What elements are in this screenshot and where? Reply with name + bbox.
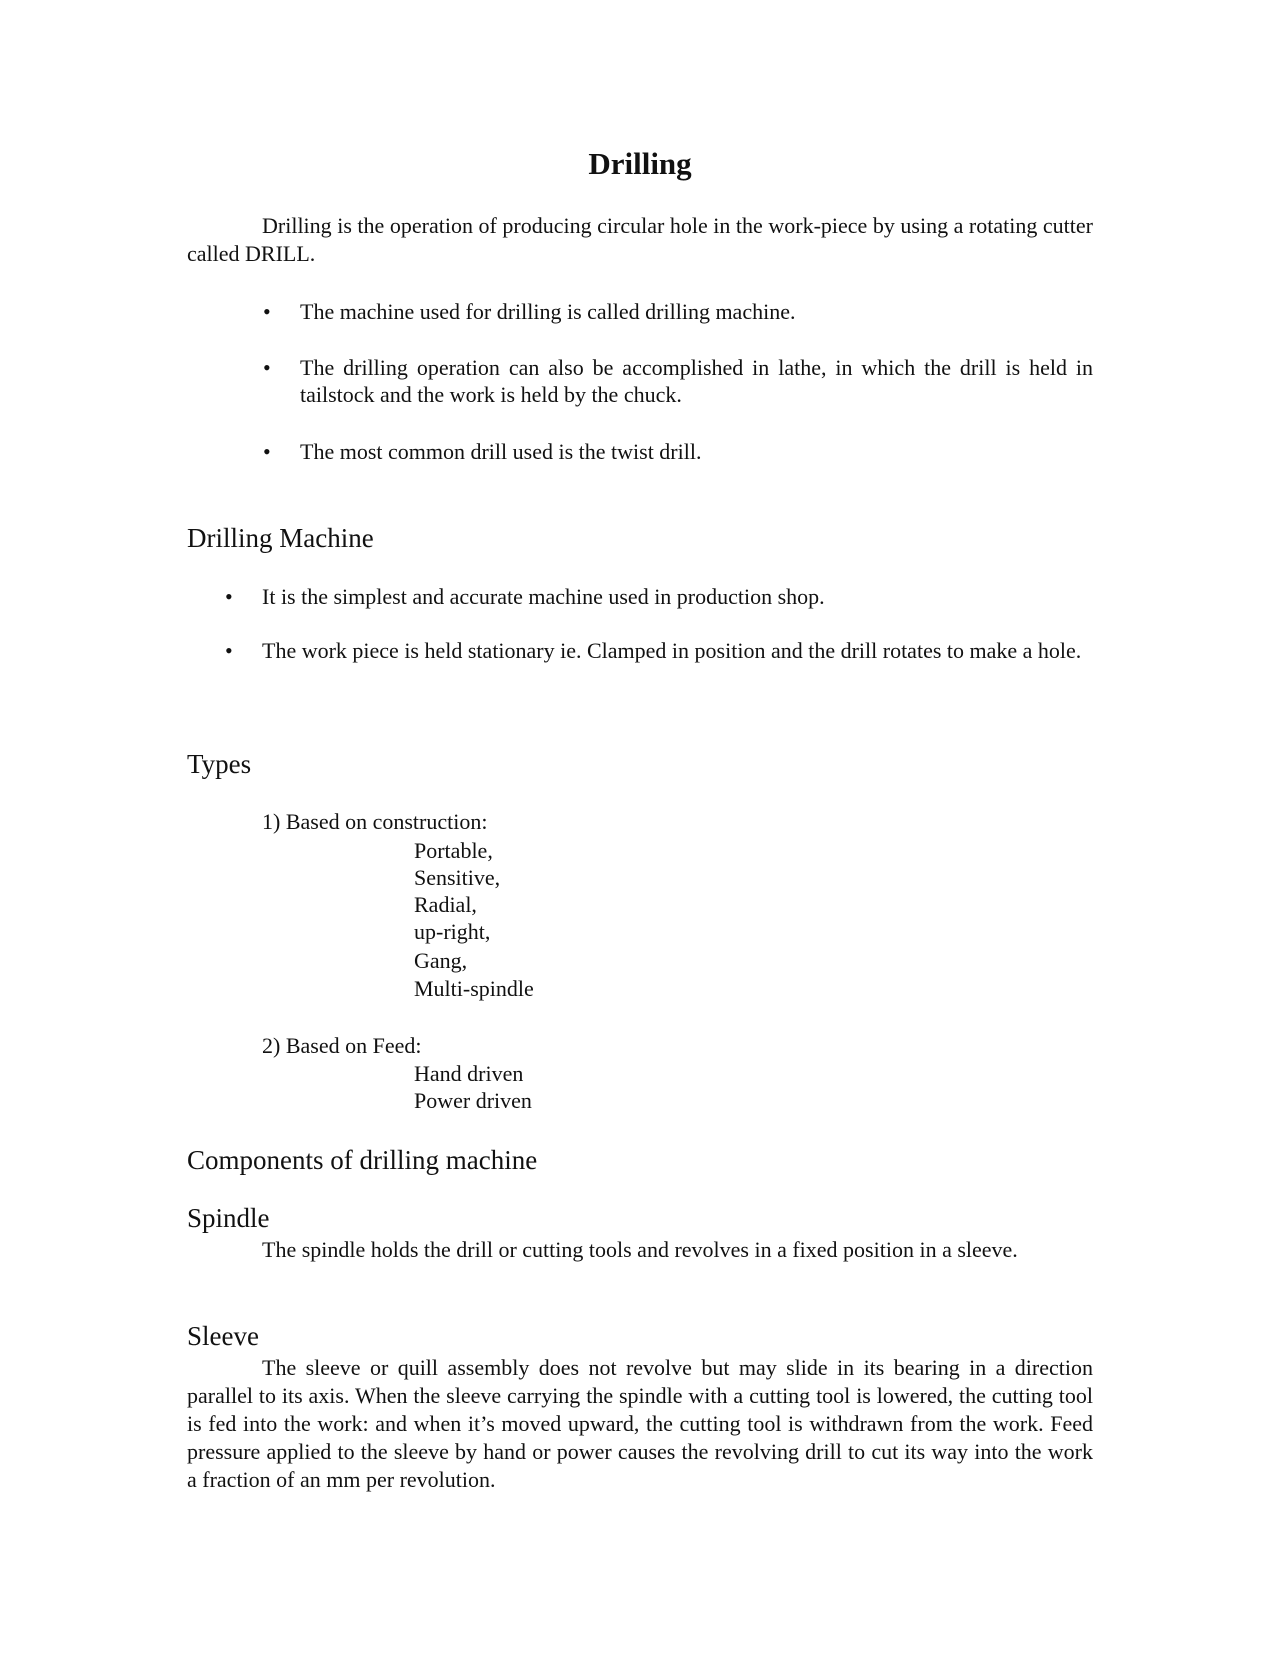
- bullet-marker: •: [263, 299, 271, 324]
- intro-bullet-3: The most common drill used is the twist drill.: [300, 439, 702, 464]
- intro-paragraph: Drilling is the operation of producing circular hole in the work-piece by using a rotating cutter called DRILL.: [187, 213, 1093, 266]
- page-title: Drilling: [588, 146, 692, 181]
- bullet-marker: •: [225, 638, 233, 663]
- components-heading: Components of drilling machine: [187, 1145, 538, 1175]
- types-group-construction-label: 1) Based on construction:: [262, 809, 488, 834]
- types-item: up-right,: [414, 919, 491, 944]
- document-page: [187, 0, 1093, 1656]
- types-item: Sensitive,: [414, 865, 501, 890]
- intro-bullet-1: The machine used for drilling is called drilling machine.: [300, 299, 796, 324]
- types-heading: Types: [187, 749, 252, 779]
- types-item: Portable,: [414, 838, 493, 863]
- intro-bullet-2: The drilling operation can also be accomplished in lathe, in which the drill is held in tailstock and the work is held by the chuck.: [300, 355, 1093, 407]
- types-group-feed-label: 2) Based on Feed:: [262, 1033, 422, 1058]
- types-item: Multi-spindle: [414, 976, 534, 1001]
- spindle-heading: Spindle: [187, 1203, 270, 1233]
- bullet-marker: •: [225, 584, 233, 609]
- types-item: Radial,: [414, 892, 477, 917]
- types-item: Hand driven: [414, 1061, 524, 1086]
- bullet-marker: •: [263, 439, 271, 464]
- types-item: Power driven: [414, 1088, 532, 1113]
- drilling-machine-bullet-1: It is the simplest and accurate machine used in production shop.: [262, 584, 825, 609]
- bullet-marker: •: [263, 355, 271, 380]
- drilling-machine-bullet-2: The work piece is held stationary ie. Clamped in position and the drill rotates to make a hole.: [262, 638, 1082, 663]
- types-item: Gang,: [414, 948, 468, 973]
- sleeve-heading: Sleeve: [187, 1321, 259, 1351]
- sleeve-paragraph: The sleeve or quill assembly does not revolve but may slide in its bearing in a direction parallel to its axis. When the sleeve carrying the spindle with a cutting tool is lowered, the cutting tool is fed into the work: and when it’s moved upward, the cutting tool is withdrawn from the work. Feed pressure applied to the sleeve by hand or power causes the revolving drill to cut its way into the work a fraction of an mm per revolution.: [187, 1355, 1093, 1492]
- spindle-paragraph: The spindle holds the drill or cutting tools and revolves in a fixed position in a sleeve.: [262, 1237, 1018, 1262]
- drilling-machine-heading: Drilling Machine: [187, 523, 374, 553]
